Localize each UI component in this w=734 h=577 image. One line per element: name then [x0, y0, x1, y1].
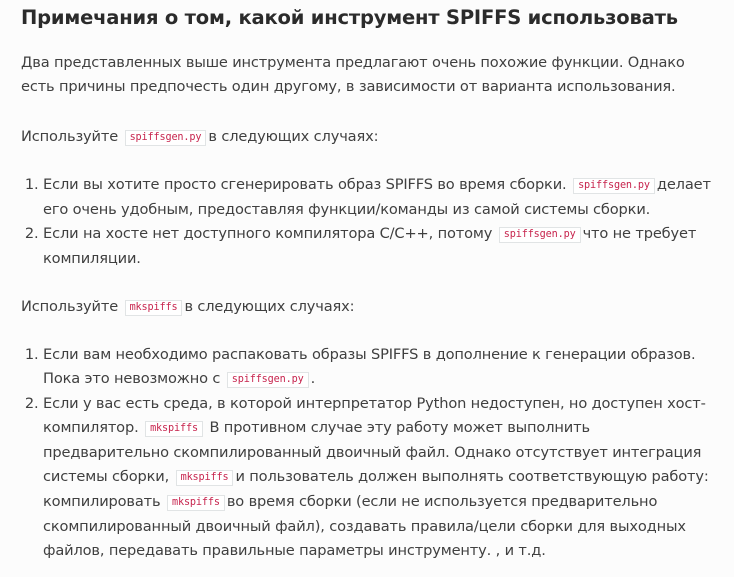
code-spiffsgen: spiffsgen.py: [125, 130, 207, 146]
section1-lead: Используйте spiffsgen.py в следующих случаях:: [21, 128, 379, 145]
code-spiffsgen: spiffsgen.py: [227, 372, 309, 388]
code-mkspiffs: mkspiffs: [125, 300, 183, 316]
code-mkspiffs: mkspiffs: [176, 470, 234, 486]
list-item: 2. Если на хосте нет доступного компилятора C/C++, потому spiffsgen.py что не требует компиляции.: [43, 222, 719, 271]
list-item: 1. Если вы хотите просто сгенерировать образ SPIFFS во время сборки. spiffsgen.py делает его очень удобным, предоставляя функции/команды из самой системы сборки.: [43, 173, 719, 222]
section2-list: [21, 343, 719, 563]
code-mkspiffs: mkspiffs: [145, 421, 203, 437]
list-item: 1. Если вам необходимо распаковать образы SPIFFS в дополнение к генерации образов. Пока это невозможно с spiffsgen.py .: [43, 343, 719, 392]
intro-paragraph: Два представленных выше инструмента предлагают очень похожие функции. Однако есть причины предпочесть один другому, в зависимости от варианта использования.: [21, 54, 685, 95]
section-heading: Примечания о том, какой инструмент SPIFFS использовать: [21, 6, 678, 29]
code-spiffsgen: spiffsgen.py: [573, 178, 655, 194]
code-spiffsgen: spiffsgen.py: [499, 227, 581, 243]
section2-lead: Используйте mkspiffs в следующих случаях:: [21, 298, 355, 315]
section1-list: [21, 173, 719, 271]
code-mkspiffs: mkspiffs: [167, 495, 225, 511]
list-item: 2. Если у вас есть среда, в которой интерпретатор Python недоступен, но доступен хост-компилятор. mkspiffs В противном случае эту работу может выполнить предварительно скомпилированный двоичный файл. Однако отсутствует интеграция системы сборки, mkspiffs и пользователь должен выполнять соответствующую работу: компилировать mkspiffs во время сборки (если не используется предварительно скомпилированный двоичный файл), создавать правила/цели сборки для выходных файлов, передавать правильные параметры инструменту. , и т.д.: [43, 392, 719, 563]
